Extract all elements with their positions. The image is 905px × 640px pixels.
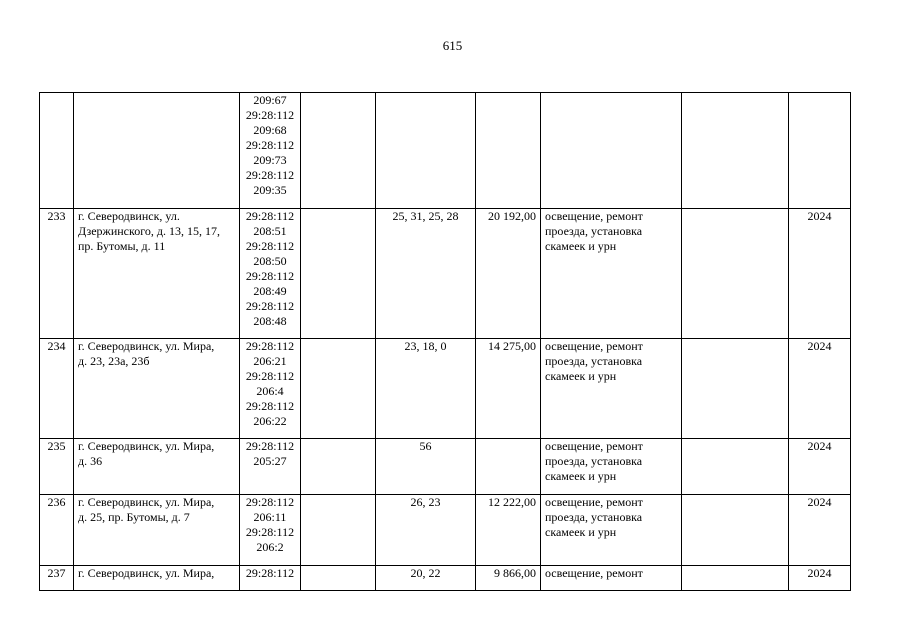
floors-cell: 25, 31, 25, 28 [376,209,476,339]
address-line: д. 23, 23а, 23б [78,354,150,368]
cadastral-line: 29:28:112 [245,525,295,539]
cadastral-line: 206:22 [253,414,287,428]
page-number: 615 [442,38,463,53]
floors-cell: 56 [376,439,476,495]
address-cell [74,93,240,209]
cadastral-line: 208:51 [253,224,287,238]
address-cell [74,566,240,591]
address-line: г. Северодвинск, ул. Мира, [78,495,215,509]
works-line: освещение, ремонт [545,566,643,580]
registry-table [39,92,851,591]
works-cell [541,495,682,566]
area-cell: 12 222,00 [476,495,541,566]
address-cell [74,439,240,495]
cadastral-line: 205:27 [253,454,287,468]
row-number-cell: 235 [40,439,74,495]
works-line: скамеек и урн [545,239,617,253]
cadastral-line: 29:28:112 [245,168,295,182]
address-line: пр. Бутомы, д. 11 [78,239,166,253]
table-row [40,339,851,439]
cadastral-cell [240,93,301,209]
cadastral-line: 208:50 [253,254,287,268]
area-cell: 9 866,00 [476,566,541,591]
cadastral-line: 29:28:112 [245,495,295,509]
cadastral-line: 209:35 [253,183,287,197]
cadastral-line: 29:28:112 [245,566,295,580]
year-cell: 2024 [789,339,851,439]
address-cell [74,339,240,439]
cadastral-cell [240,495,301,566]
cadastral-line: 29:28:112 [245,369,295,383]
works-line: освещение, ремонт [545,495,643,509]
row-number-cell [40,93,74,209]
empty-cell [301,209,376,339]
works-cell [541,209,682,339]
works-cell [541,439,682,495]
address-line: д. 36 [78,454,103,468]
empty-cell [301,339,376,439]
address-cell [74,495,240,566]
works-line: освещение, ремонт [545,439,643,453]
year-cell: 2024 [789,495,851,566]
row-number-cell: 237 [40,566,74,591]
empty-cell [682,93,789,209]
cadastral-line: 206:21 [253,354,287,368]
area-cell [476,93,541,209]
cadastral-line: 29:28:112 [245,439,295,453]
cadastral-line: 29:28:112 [245,209,295,223]
empty-cell [301,439,376,495]
cadastral-line: 208:48 [253,314,287,328]
works-line: скамеек и урн [545,525,617,539]
row-number-cell: 233 [40,209,74,339]
table-row [40,93,851,209]
works-line: скамеек и урн [545,369,617,383]
year-cell: 2024 [789,209,851,339]
cadastral-line: 29:28:112 [245,239,295,253]
works-line: освещение, ремонт [545,339,643,353]
cadastral-line: 29:28:112 [245,399,295,413]
table-row [40,495,851,566]
cadastral-line: 209:68 [253,123,287,137]
cadastral-line: 29:28:112 [245,339,295,353]
cadastral-cell [240,209,301,339]
cadastral-line: 29:28:112 [245,269,295,283]
works-line: проезда, установка [545,224,643,238]
works-line: проезда, установка [545,510,643,524]
cadastral-line: 206:2 [256,540,284,554]
cadastral-line: 209:67 [253,93,287,107]
cadastral-line: 208:49 [253,284,287,298]
works-cell [541,93,682,209]
cadastral-cell [240,439,301,495]
empty-cell [301,93,376,209]
cadastral-line: 29:28:112 [245,108,295,122]
year-cell: 2024 [789,439,851,495]
address-line: г. Северодвинск, ул. Мира, [78,439,215,453]
works-line: проезда, установка [545,454,643,468]
cadastral-line: 29:28:112 [245,138,295,152]
address-line: д. 25, пр. Бутомы, д. 7 [78,510,190,524]
floors-cell [376,93,476,209]
area-cell: 14 275,00 [476,339,541,439]
cadastral-line: 206:11 [253,510,287,524]
row-number-cell: 236 [40,495,74,566]
empty-cell [301,495,376,566]
row-number-cell: 234 [40,339,74,439]
works-line: освещение, ремонт [545,209,643,223]
area-cell: 20 192,00 [476,209,541,339]
cadastral-line: 209:73 [253,153,287,167]
empty-cell [682,495,789,566]
cadastral-line: 29:28:112 [245,299,295,313]
cadastral-line: 206:4 [256,384,284,398]
floors-cell: 20, 22 [376,566,476,591]
empty-cell [682,209,789,339]
table-row [40,566,851,591]
cadastral-cell [240,566,301,591]
address-line: г. Северодвинск, ул. Мира, [78,339,215,353]
empty-cell [682,439,789,495]
empty-cell [301,566,376,591]
table-row [40,439,851,495]
cadastral-cell [240,339,301,439]
works-cell [541,339,682,439]
address-cell [74,209,240,339]
works-cell [541,566,682,591]
year-cell: 2024 [789,566,851,591]
year-cell [789,93,851,209]
works-line: проезда, установка [545,354,643,368]
address-line: г. Северодвинск, ул. Мира, [78,566,215,580]
empty-cell [682,339,789,439]
floors-cell: 26, 23 [376,495,476,566]
table-row [40,209,851,339]
area-cell [476,439,541,495]
works-line: скамеек и урн [545,469,617,483]
floors-cell: 23, 18, 0 [376,339,476,439]
address-line: г. Северодвинск, ул. [78,209,180,223]
address-line: Дзержинского, д. 13, 15, 17, [78,224,220,238]
empty-cell [682,566,789,591]
